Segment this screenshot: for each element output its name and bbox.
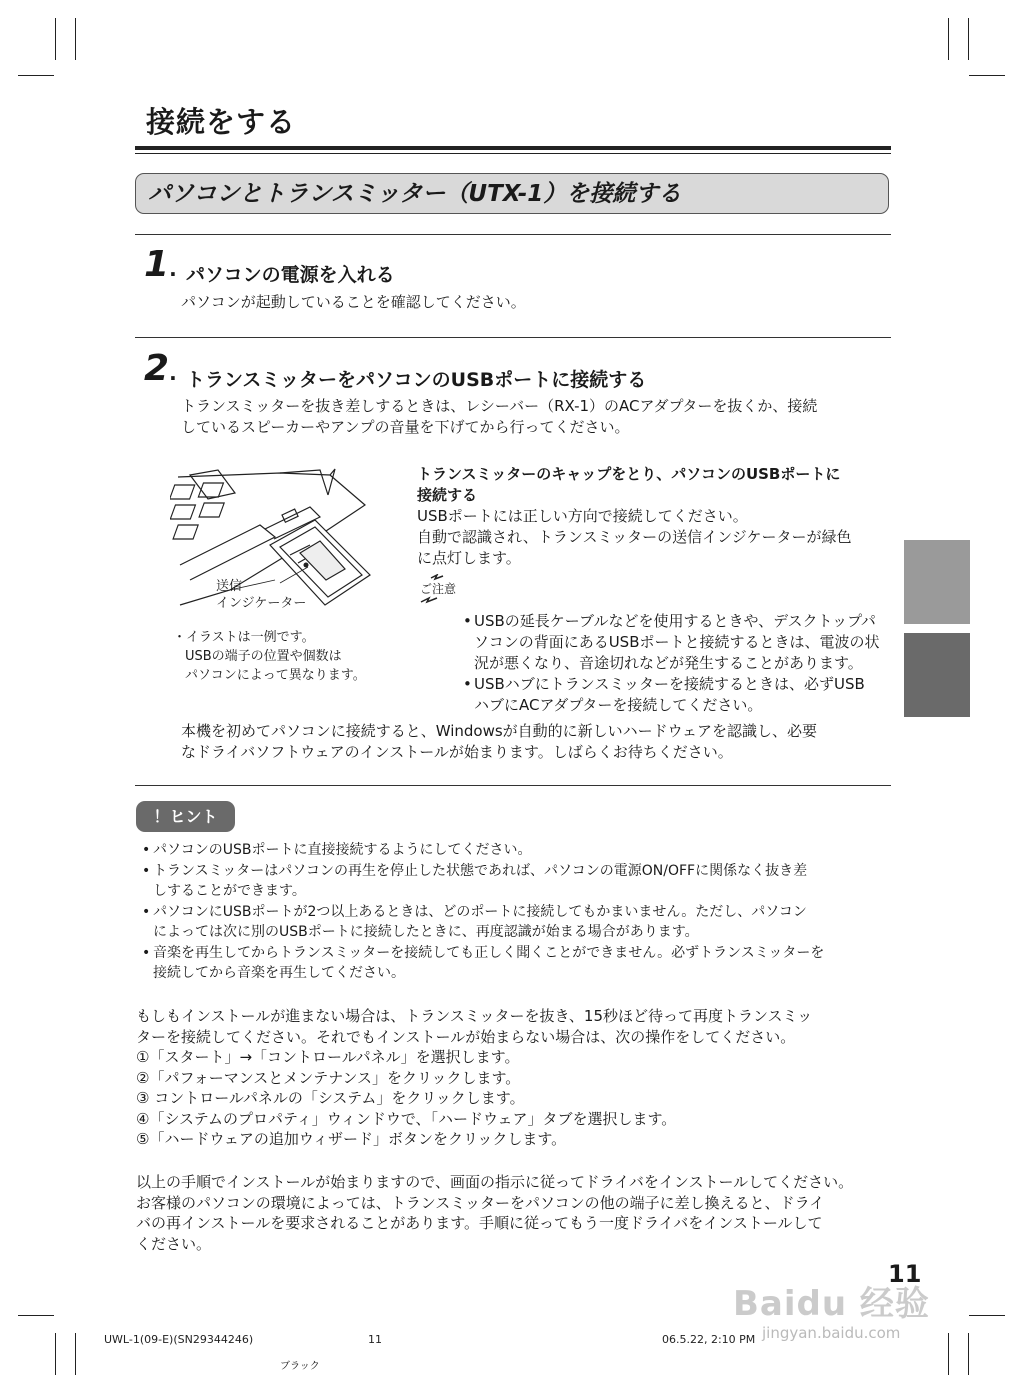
- crop-mark: [55, 18, 56, 60]
- crop-mark: [948, 1333, 949, 1375]
- page-number: 11: [888, 1260, 922, 1288]
- text-line: USBの端子の位置や個数は: [185, 649, 342, 664]
- text-line: • トランスミッターはパソコンの再生を停止した状態であれば、パソコンの電源ON/OFFに関係なく抜き差: [153, 862, 808, 879]
- step-dot: .: [169, 361, 177, 385]
- crop-mark: [18, 1315, 54, 1316]
- footer-center: 11: [368, 1333, 382, 1346]
- text-line: • パソコンのUSBポートに直接接続するようにしてください。: [153, 842, 532, 858]
- step-dot: .: [169, 257, 177, 281]
- crop-mark: [18, 75, 54, 76]
- text-line: もしもインストールが進まない場合は、トランスミッターを抜き、15秒ほど待って再度トランスミッ: [136, 1007, 813, 1025]
- text-line: なドライバソフトウェアのインストールが始まります。しばらくお待ちください。: [181, 743, 733, 761]
- text-line: • USBの延長ケーブルなどを使用するときや、デスクトップパ: [474, 612, 876, 630]
- footer-left: UWL-1(09-E)(SN29344246): [104, 1333, 254, 1346]
- footer-color-note: ブラック: [280, 1361, 320, 1372]
- step-2-header: [144, 348, 177, 389]
- text-line: しているスピーカーやアンプの音量を下げてから行ってください。: [181, 418, 630, 436]
- watermark-url: jingyan.baidu.com: [762, 1324, 901, 1342]
- text-line: バの再インストールを要求されることがあります。手順に従ってもう一度ドライバをインストールして: [136, 1214, 823, 1232]
- watermark-brand: Baidu 经验: [733, 1284, 930, 1324]
- text-line: ・イラストは一例です。: [173, 630, 315, 645]
- step-2-body: [181, 396, 893, 438]
- crop-mark: [969, 75, 1005, 76]
- indicator-label: [216, 578, 306, 612]
- step-number: 1: [144, 244, 170, 285]
- hint-item: [153, 902, 893, 943]
- after-connect-text: [181, 721, 893, 763]
- text-line: によっては次に別のUSBポートに接続したときに、再度認識が始まる場合があります。: [153, 924, 699, 940]
- closing-text: [136, 1172, 896, 1254]
- text-line: お客様のパソコンの環境によっては、トランスミッターをパソコンの他の端子に差し換えると、ドライ: [136, 1193, 825, 1212]
- text-line: ハブにACアダプターを接続してください。: [474, 696, 763, 714]
- text-line: トランスミッターを抜き差しするときは、レシーバー（RX-1）のACアダプターを抜くか、接続: [181, 397, 818, 415]
- step-1-body: パソコンが起動していることを確認してください。: [181, 293, 526, 311]
- procedure-step: ②「パフォーマンスとメンテナンス」をクリックします。: [136, 1068, 521, 1087]
- caution-item: [474, 674, 894, 716]
- step-1-heading: パソコンの電源を入れる: [186, 264, 395, 286]
- procedure-step: ①「スタート」→「コントロールパネル」を選択します。: [136, 1048, 520, 1066]
- text-line: 接続してから音楽を再生してください。: [153, 965, 405, 981]
- chapter-tab: [904, 540, 970, 624]
- crop-mark: [948, 18, 949, 60]
- hint-list: [153, 840, 893, 984]
- hint-item: [153, 840, 893, 861]
- title-rule: [135, 153, 891, 154]
- text-line: パソコンによって異なります。: [185, 668, 366, 683]
- text-line: しすることができます。: [153, 883, 306, 899]
- text-line: • パソコンにUSBポートが2つ以上あるときは、どのポートに接続してもかまいません。ただし、パソコン: [153, 903, 807, 920]
- illustration-note: [173, 628, 366, 685]
- crop-mark: [968, 1333, 969, 1375]
- instruction-heading: [417, 464, 895, 506]
- caution-mark: [417, 574, 467, 604]
- caution-label: ご注意: [420, 582, 457, 596]
- crop-mark: [55, 1333, 56, 1375]
- caution-item: [474, 611, 894, 674]
- instruction-body: [417, 506, 895, 569]
- chapter-tab-active: [904, 633, 970, 717]
- crop-mark: [968, 18, 969, 60]
- hint-item: [153, 943, 893, 984]
- hint-item: [153, 861, 893, 902]
- text-line: 自動で認識され、トランスミッターの送信インジケーターが緑色: [417, 528, 852, 546]
- procedure-step: ⑤「ハードウェアの追加ウィザード」ボタンをクリックします。: [136, 1130, 567, 1148]
- divider: [135, 785, 891, 786]
- text-line: USBポートには正しい方向で接続してください。: [417, 507, 748, 525]
- hint-badge: ！ヒント: [136, 801, 235, 832]
- procedure-step: ④「システムのプロパティ」ウィンドウで、「ハードウェア」タブを選択します。: [136, 1109, 677, 1128]
- title-rule: [135, 146, 891, 150]
- text-line: ターを接続してください。それでもインストールが始まらない場合は、次の操作をしてください。: [136, 1027, 796, 1046]
- text-line: 以上の手順でインストールが始まりますので、画面の指示に従ってドライバをインストールしてください。: [136, 1173, 854, 1191]
- procedure-step: ③ コントロールパネルの「システム」をクリックします。: [136, 1089, 525, 1107]
- subsection-title: パソコンとトランスミッター（UTX-1）を接続する: [135, 173, 889, 214]
- text-line: • USBハブにトランスミッターを接続するときは、必ずUSB: [474, 675, 865, 693]
- text-line: 接続する: [417, 486, 478, 504]
- step-2-heading: トランスミッターをパソコンのUSBポートに接続する: [186, 369, 647, 391]
- step-1-header: [144, 244, 177, 285]
- text-line: • 音楽を再生してからトランスミッターを接続しても正しく聞くことができません。必ずトランスミッターを: [153, 944, 825, 961]
- text-line: 本機を初めてパソコンに接続すると、Windowsが自動的に新しいハードウェアを認識し、必要: [181, 722, 818, 740]
- divider: [135, 234, 891, 235]
- caution-list: [474, 611, 894, 716]
- text-line: 送信: [216, 579, 243, 594]
- troubleshoot-section: [136, 1006, 896, 1150]
- text-line: に点灯します。: [417, 549, 521, 567]
- text-line: ください。: [136, 1234, 212, 1253]
- text-line: 況が悪くなり、音途切れなどが発生することがあります。: [474, 654, 863, 672]
- crop-mark: [75, 1333, 76, 1375]
- step-number: 2: [144, 348, 170, 389]
- crop-mark: [969, 1315, 1005, 1316]
- footer-right: 06.5.22, 2:10 PM: [662, 1333, 756, 1346]
- divider: [135, 337, 891, 338]
- page-title: 接続をする: [146, 105, 297, 139]
- crop-mark: [75, 18, 76, 60]
- text-line: ソコンの背面にあるUSBポートと接続するときは、電波の状: [474, 633, 880, 651]
- text-line: トランスミッターのキャップをとり、パソコンのUSBポートに: [417, 465, 841, 483]
- text-line: インジケーター: [216, 596, 307, 611]
